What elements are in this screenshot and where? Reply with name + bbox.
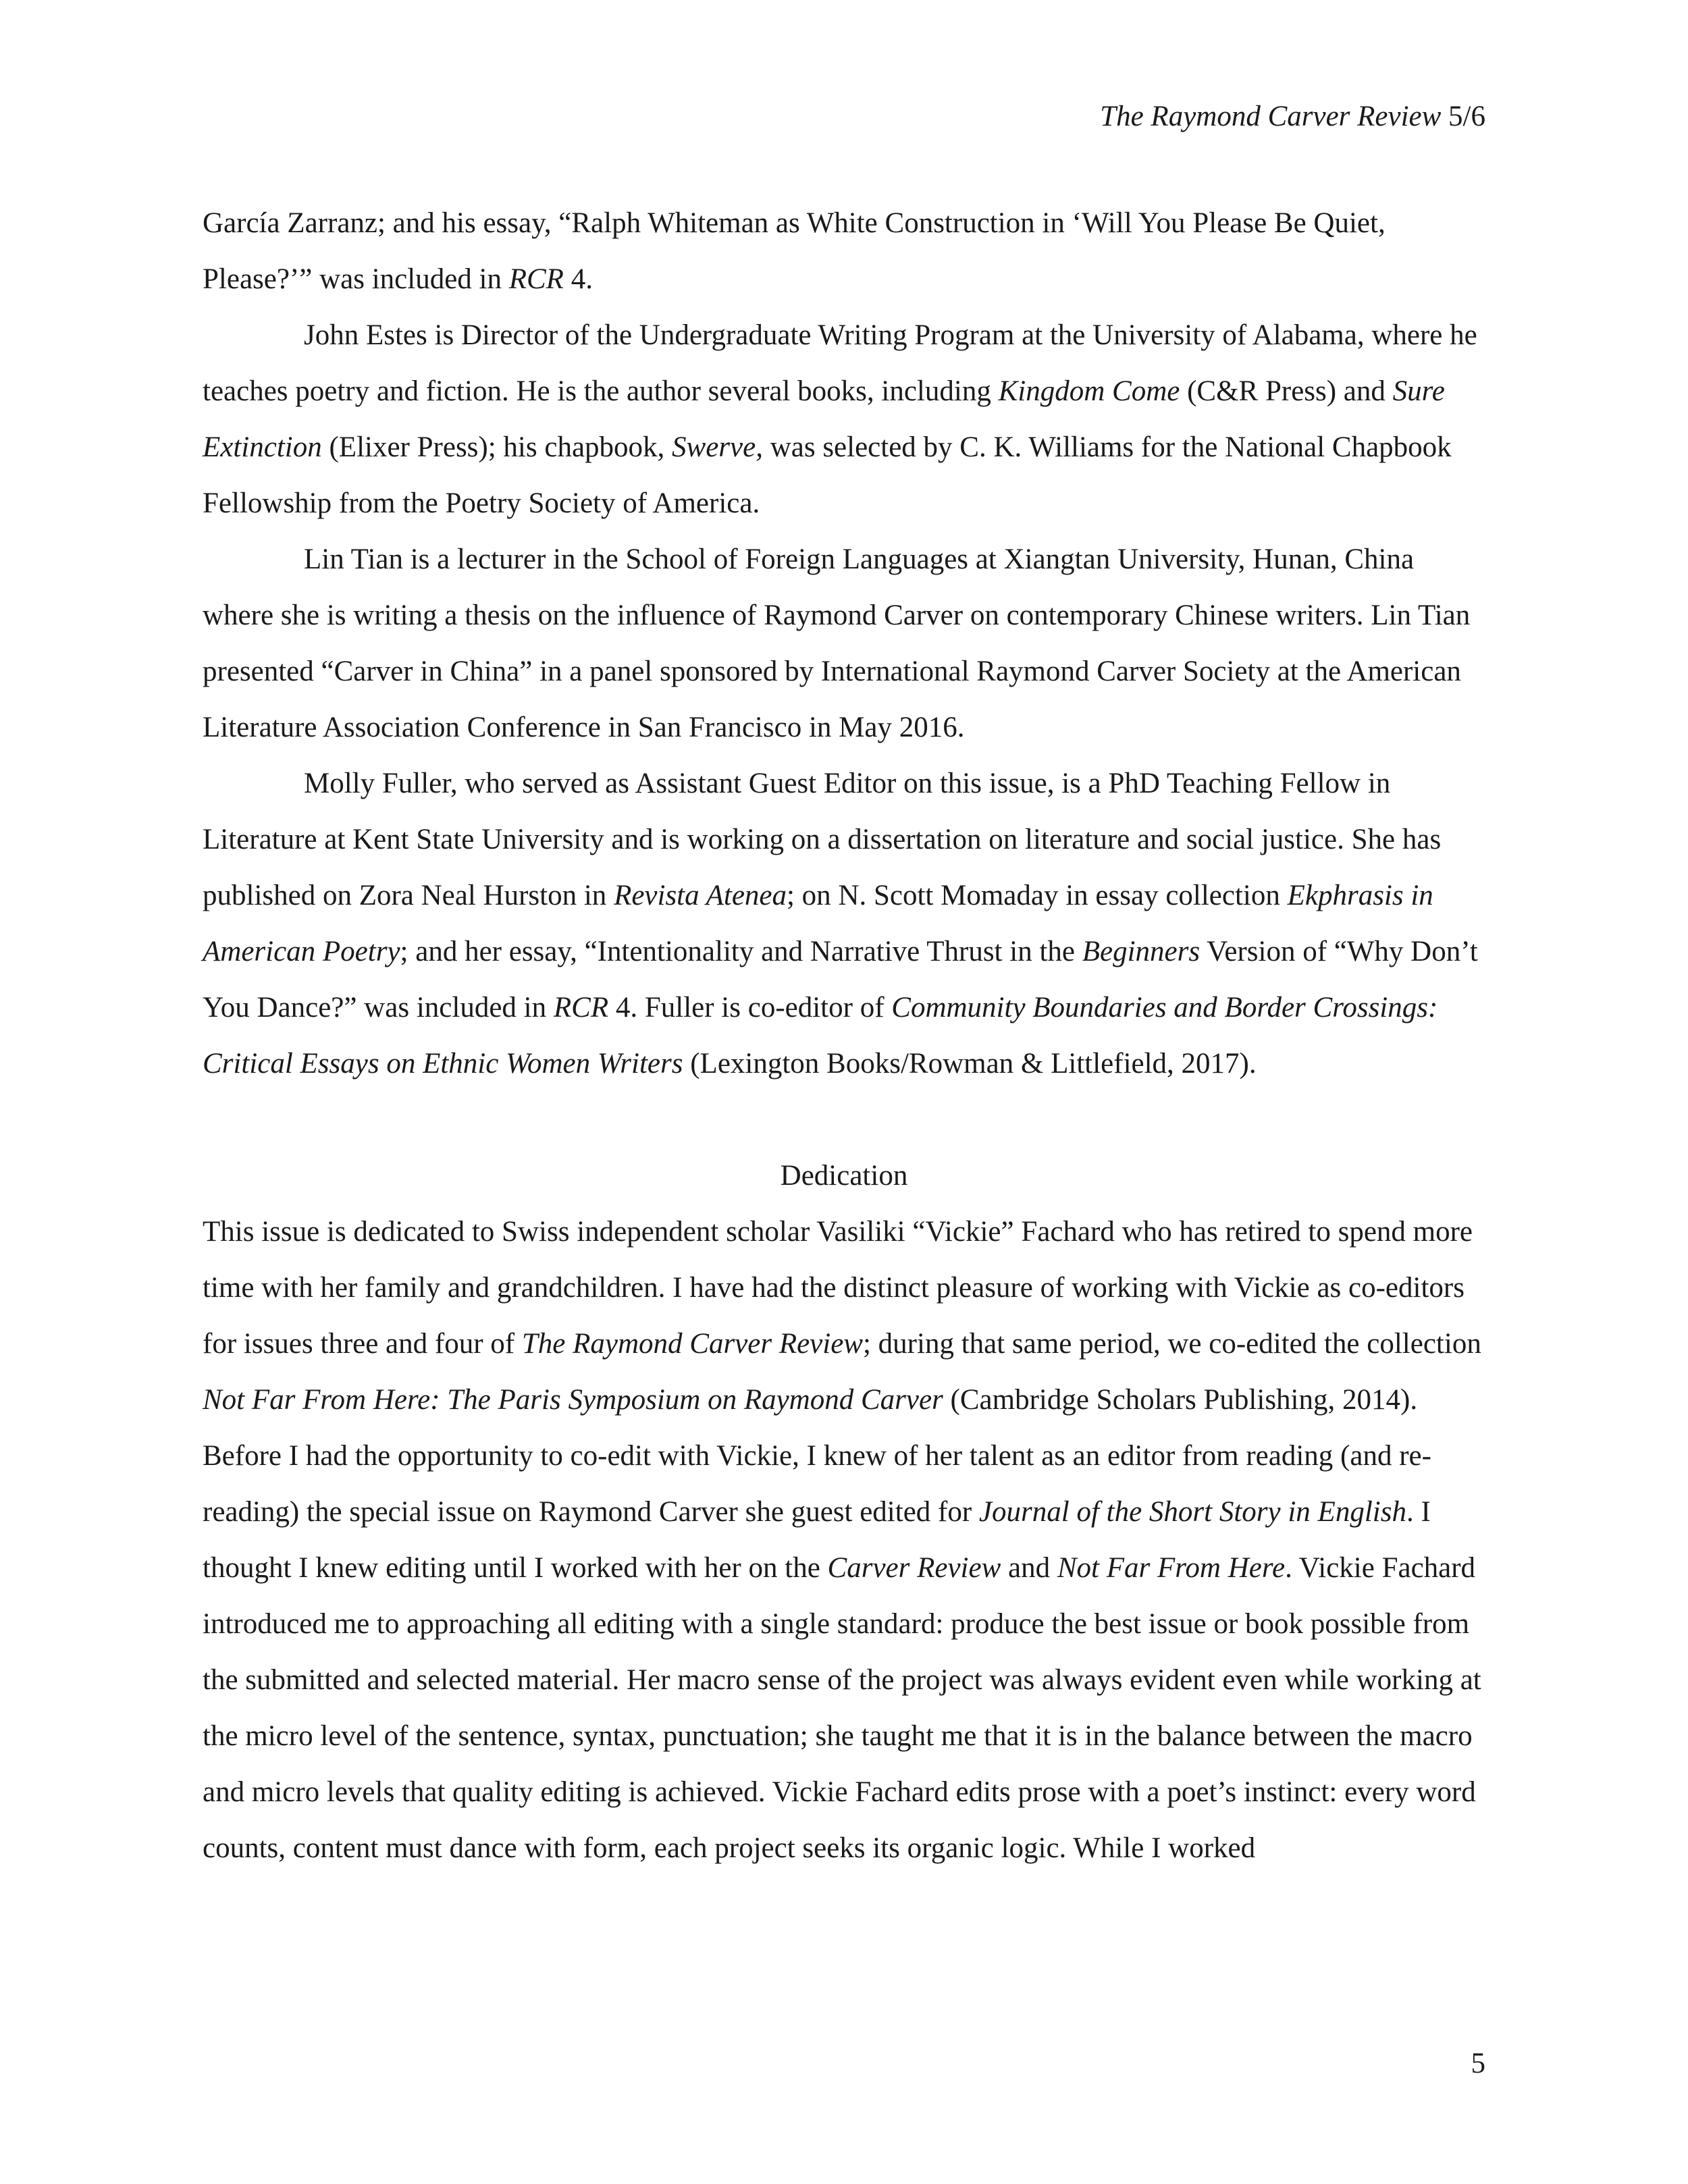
paragraph-zarranz-continuation: [203, 195, 1485, 307]
text-run: was selected by C. K. Williams for the National Chapbook Fellowship from the Poetry Society of America.: [203, 431, 1452, 519]
italic-run: Revista Atenea: [614, 880, 787, 911]
header-journal-title: The Raymond Carver Review: [1100, 101, 1442, 132]
paragraph-molly-fuller: [203, 755, 1485, 1092]
text-run: Version of “Why Don’t You Dance?” was included in: [203, 936, 1478, 1023]
text-run: Molly Fuller, who served as Assistant Guest Editor on this issue, is a PhD Teaching Fellow in Literature at Kent State University and is working on a dissertation on literature and social justice. She has published on Zora Neal Hurston in: [203, 768, 1442, 911]
header-page-ref: 5/6: [1441, 101, 1485, 132]
running-header: [1100, 99, 1485, 135]
page-number: 5: [1471, 2048, 1485, 2079]
text-run: 4. Fuller is co-editor of: [608, 992, 892, 1023]
italic-run: The Raymond Carver Review: [521, 1328, 863, 1360]
italic-run: Kingdom Come: [998, 375, 1180, 407]
text-run: (Elixer Press); his chapbook,: [321, 431, 672, 463]
italic-run: Sure Extinction: [203, 375, 1445, 463]
paragraph-dedication: [203, 1204, 1485, 1876]
text-run: (Lexington Books/Rowman & Littlefield, 2017).: [683, 1048, 1257, 1080]
text-run: ; and her essay, “Intentionality and Narrative Thrust in the: [400, 936, 1082, 967]
text-run: John Estes is Director of the Undergraduate Writing Program at the University of Alabama, where he teaches poetry and fiction. He is the author several books, including: [203, 319, 1477, 407]
text-run: Lin Tian is a lecturer in the School of Foreign Languages at Xiangtan University, Hunan, China where she is writing a thesis on the influence of Raymond Carver on contemporary Chinese writers. Lin Tian presented “Carver in China” in a panel sponsored by International Raymond Carver Society at the American Literature Association Conference in San Francisco in May 2016.: [203, 543, 1471, 743]
text-run: ; during that same period, we co-edited the collection: [862, 1328, 1481, 1360]
italic-run: Carver Review: [827, 1552, 1001, 1584]
paragraph-lin-tian: [203, 531, 1485, 755]
body-text: [203, 195, 1485, 1876]
italic-run: Not Far From Here: The Paris Symposium on Raymond Carver: [203, 1384, 943, 1416]
text-run: (Cambridge Scholars Publishing, 2014). Before I had the opportunity to co-edit with Vickie, I knew of her talent as an editor from reading (and re-reading) the special issue on Raymond Carver she guest edited for: [203, 1384, 1431, 1528]
text-run: and: [1001, 1552, 1057, 1584]
text-run: ; on N. Scott Momaday in essay collection: [786, 880, 1288, 911]
italic-run: RCR: [508, 263, 564, 295]
text-run: . I thought I knew editing until I worked with her on the: [203, 1496, 1431, 1584]
text-run: . Vickie Fachard introduced me to approaching all editing with a single standard: produce the best issue or book possible from the submitted and selected material. Her macro sense of the project was always evident even while working at the micro level of the sentence, syntax, punctuation; she taught me that it is in the balance between the macro and micro levels that quality editing is achieved. Vickie Fachard edits prose with a poet’s instinct: every word counts, content must dance with form, each project seeks its organic logic. While I worked: [203, 1552, 1481, 1864]
italic-run: Swerve,: [672, 431, 763, 463]
text-run: 4.: [563, 263, 593, 295]
italic-run: Not Far From Here: [1057, 1552, 1286, 1584]
paragraph-john-estes: [203, 307, 1485, 531]
italic-run: Ekphrasis in American Poetry: [203, 880, 1433, 967]
text-run: This issue is dedicated to Swiss independent scholar Vasiliki “Vickie” Fachard who has retired to spend more time with her family and grandchildren. I have had the distinct pleasure of working with Vickie as co-editors for issues three and four of: [203, 1216, 1473, 1360]
italic-run: Community Boundaries and Border Crossings: Critical Essays on Ethnic Women Writers: [203, 992, 1438, 1080]
italic-run: Beginners: [1082, 936, 1201, 967]
italic-run: RCR: [553, 992, 609, 1023]
dedication-heading: Dedication: [780, 1160, 908, 1192]
text-run: García Zarranz; and his essay, “Ralph Whiteman as White Construction in ‘Will You Please Be Quiet, Please?’” was included in: [203, 207, 1386, 295]
text-run: (C&R Press) and: [1180, 375, 1393, 407]
italic-run: Journal of the Short Story in English: [978, 1496, 1406, 1528]
